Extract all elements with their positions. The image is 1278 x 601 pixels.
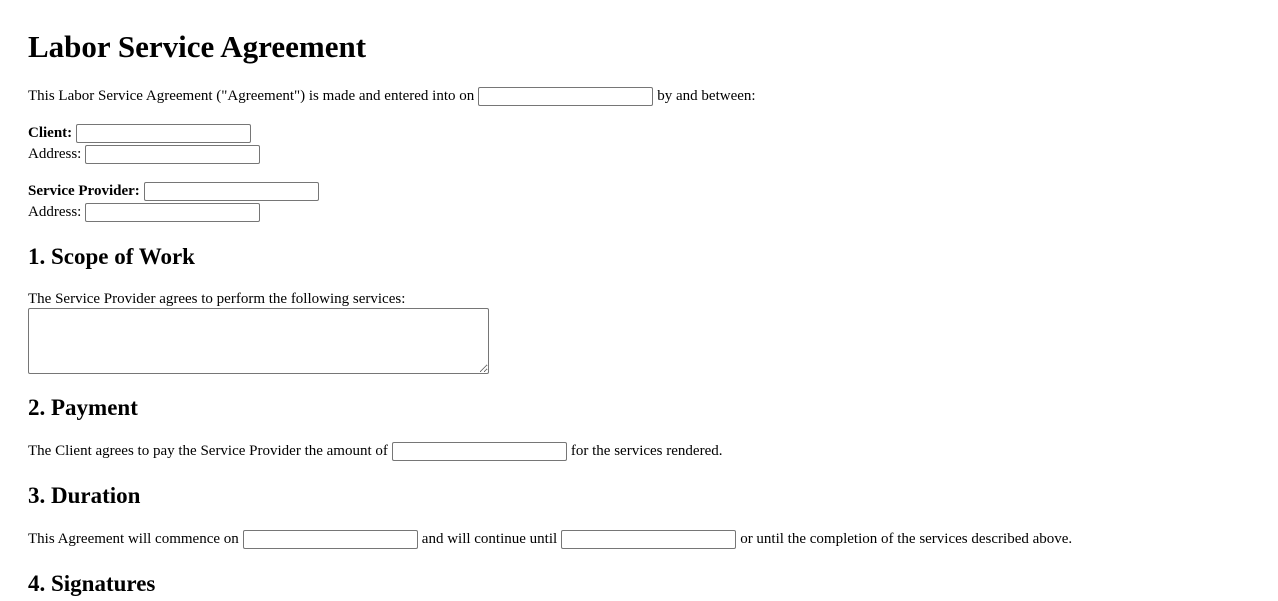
page-title: Labor Service Agreement [28,29,367,64]
provider-address-input[interactable] [85,203,260,222]
scope-description: The Service Provider agrees to perform the following services: [28,291,406,307]
section-heading-scope: 1. Scope of Work [28,244,195,269]
client-address-label: Address: [28,146,82,162]
scope-text [28,289,405,309]
payment-text-before: The Client agrees to pay the Service Provider the amount of [28,443,388,459]
end-date-input[interactable] [561,530,736,549]
provider-address-row [28,202,264,222]
intro-text-before: This Labor Service Agreement ("Agreement") is made and entered into on [28,88,475,104]
client-name-input[interactable] [76,124,251,143]
duration-text-before: This Agreement will commence on [28,531,239,547]
intro-line [28,86,756,106]
intro-text-after: by and between: [657,88,756,104]
start-date-input[interactable] [243,530,418,549]
agreement-date-input[interactable] [478,87,653,106]
client-label: Client: [28,125,73,141]
section-heading-duration: 3. Duration [28,483,141,508]
client-address-input[interactable] [85,145,260,164]
payment-line [28,441,722,461]
section-heading-payment: 2. Payment [28,395,138,420]
provider-name-input[interactable] [144,182,319,201]
payment-text-after: for the services rendered. [570,443,723,459]
section-heading-signatures: 4. Signatures [28,571,156,596]
provider-name-row [28,181,323,201]
services-textarea[interactable] [28,308,489,374]
client-name-row [28,123,255,143]
payment-amount-input[interactable] [392,442,567,461]
duration-text-after: or until the completion of the services described above. [740,531,1073,547]
duration-line [28,529,1072,549]
duration-text-middle: and will continue until [421,531,558,547]
provider-label: Service Provider: [28,183,140,199]
client-address-row [28,144,264,164]
provider-address-label: Address: [28,204,82,220]
